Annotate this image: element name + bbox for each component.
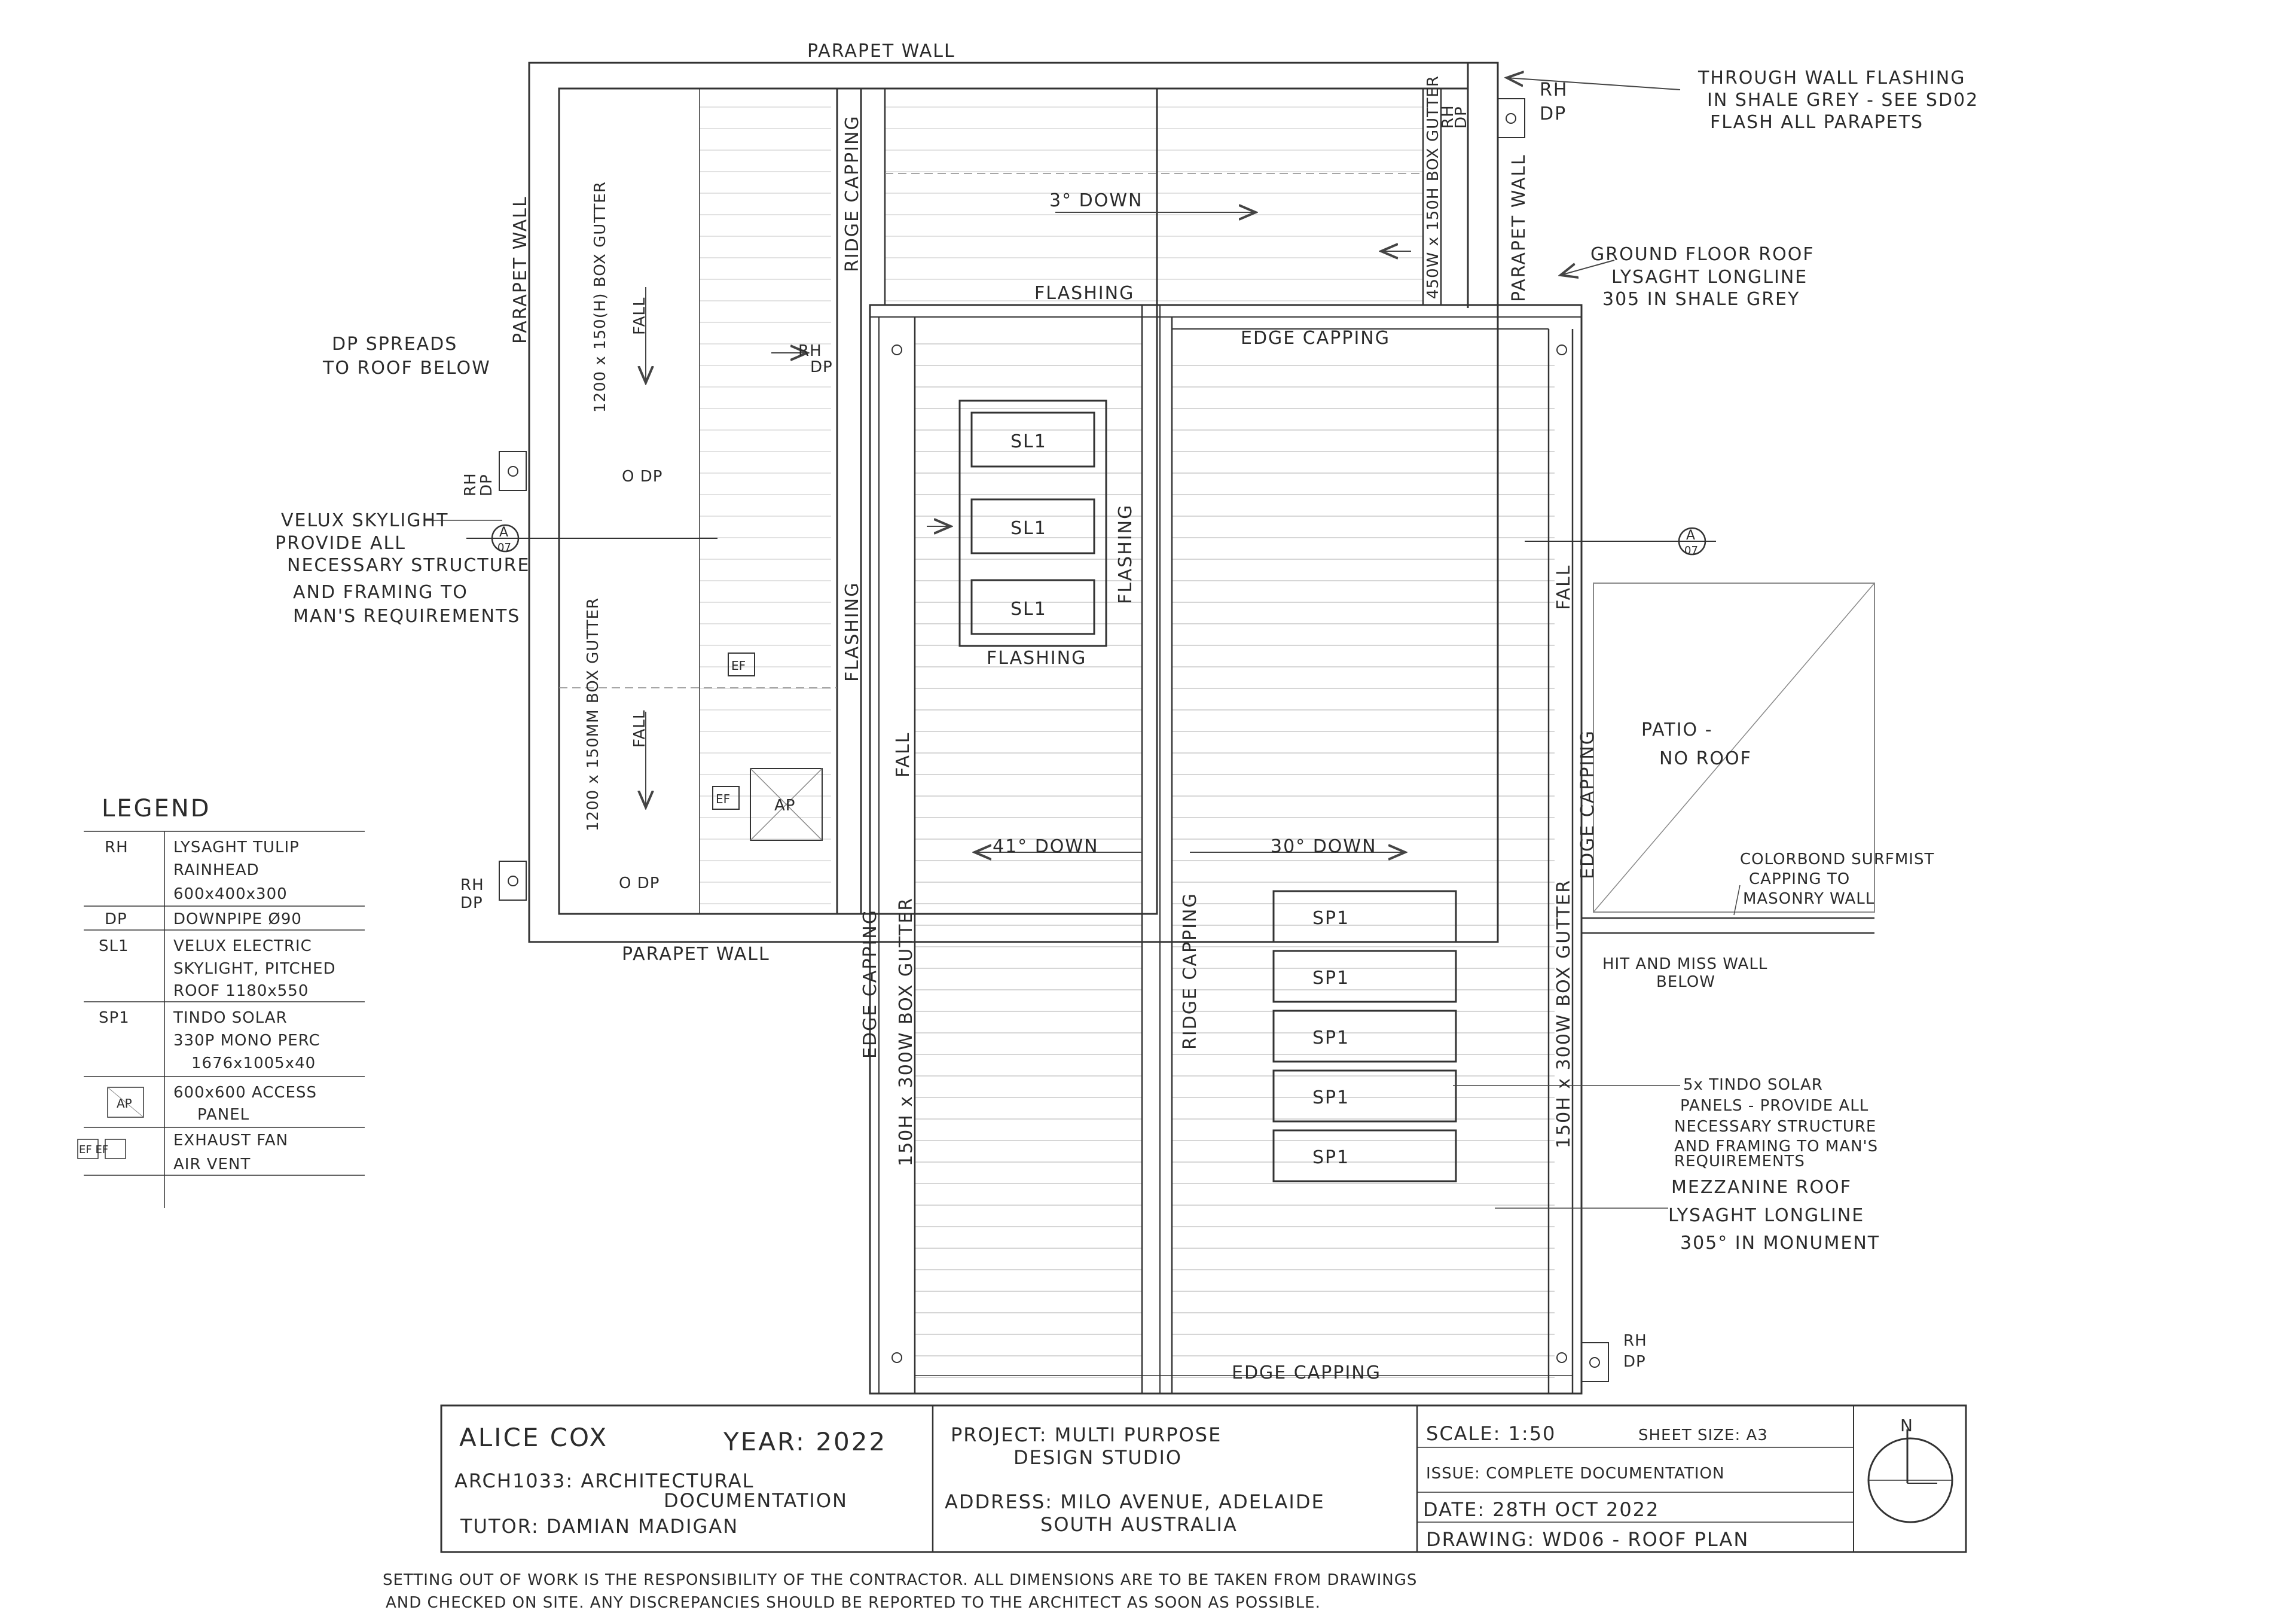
year: YEAR: 2022 [723,1427,887,1456]
svg-text:COLORBOND SURFMIST: COLORBOND SURFMIST [1740,850,1935,868]
skylight-label: SL1 [1010,431,1047,452]
svg-text:EF: EF [731,658,746,673]
svg-text:AP: AP [117,1096,132,1111]
svg-text:RH: RH [105,839,129,856]
svg-text:MASONRY WALL: MASONRY WALL [1743,890,1875,908]
legend-row [99,937,336,1000]
north-arrow-icon [1868,1416,1952,1522]
legend [78,795,365,1208]
solar-panel-label: SP1 [1312,908,1350,929]
svg-text:RAINHEAD: RAINHEAD [173,861,259,879]
svg-text:TO ROOF BELOW: TO ROOF BELOW [323,358,491,379]
edge-capping-label: EDGE CAPPING [1232,1362,1381,1383]
svg-text:RH: RH [798,342,822,360]
svg-text:1676x1005x40: 1676x1005x40 [191,1054,316,1072]
svg-text:A: A [1686,528,1696,543]
solar-panel-label: SP1 [1312,1087,1350,1108]
pitch-label: 30° DOWN [1271,836,1377,857]
fall-label: FALL [631,297,649,335]
pitch-label: 3° DOWN [1049,190,1143,211]
svg-text:AIR VENT: AIR VENT [173,1155,251,1173]
edge-capping-label: EDGE CAPPING [1577,730,1598,879]
solar-panel-label: SP1 [1312,968,1350,989]
svg-text:AND CHECKED ON SITE. ANY DISCR: AND CHECKED ON SITE. ANY DISCREPANCIES SHOULD BE REPORTED TO THE ARCHITECT AS SOON AS POSSIBLE. [386,1594,1321,1612]
address-line-1: ADDRESS: MILO AVENUE, ADELAIDE [945,1490,1325,1513]
solar-panel-label: SP1 [1312,1147,1350,1168]
svg-text:DOWNPIPE Ø90: DOWNPIPE Ø90 [173,910,302,928]
date: DATE: 28TH OCT 2022 [1423,1498,1660,1521]
svg-text:FLASH ALL PARAPETS: FLASH ALL PARAPETS [1710,112,1924,133]
flashing-label: FLASHING [842,581,863,682]
patio-label: NO ROOF [1659,748,1752,769]
svg-text:EF: EF [716,792,731,806]
ridge-capping-label: RIDGE CAPPING [1180,892,1201,1050]
svg-text:07: 07 [1684,544,1698,557]
section-marker-left[interactable] [466,525,718,554]
svg-text:RH: RH [462,472,480,496]
parapet-wall-label: PARAPET WALL [622,944,770,965]
svg-text:330P MONO PERC: 330P MONO PERC [173,1032,320,1050]
svg-text:TINDO SOLAR: TINDO SOLAR [173,1009,288,1027]
svg-text:BELOW: BELOW [1656,973,1715,991]
svg-text:DP: DP [1623,1353,1646,1371]
svg-text:DP: DP [810,358,833,376]
svg-text:600x400x300: 600x400x300 [173,885,288,903]
svg-text:RH: RH [1540,80,1568,100]
svg-text:PANELS - PROVIDE ALL: PANELS - PROVIDE ALL [1680,1097,1869,1115]
annotation-hit-and-miss [1602,955,1767,991]
sheet-size: SHEET SIZE: A3 [1638,1426,1768,1444]
author-name: ALICE COX [459,1423,609,1452]
svg-text:EXHAUST FAN: EXHAUST FAN [173,1132,289,1150]
legend-row [105,839,300,903]
svg-text:CAPPING TO: CAPPING TO [1749,870,1851,888]
svg-text:PROVIDE ALL: PROVIDE ALL [275,533,406,554]
svg-text:DP SPREADS: DP SPREADS [332,334,458,355]
patio-label: PATIO - [1641,719,1713,740]
downpipe-label: O DP [622,468,663,486]
svg-text:VELUX ELECTRIC: VELUX ELECTRIC [173,937,312,955]
svg-text:MEZZANINE ROOF: MEZZANINE ROOF [1671,1177,1852,1198]
svg-text:MAN'S REQUIREMENTS: MAN'S REQUIREMENTS [293,606,521,627]
svg-text:ROOF 1180x550: ROOF 1180x550 [173,982,309,1000]
svg-text:DP: DP [460,894,483,912]
scale: SCALE: 1:50 [1426,1422,1556,1445]
svg-text:DP: DP [1540,103,1567,124]
title-block [441,1405,1966,1552]
legend-row [108,1084,317,1124]
annotation-tindo-panels [1674,1076,1878,1170]
parapet-wall-label: PARAPET WALL [807,41,955,62]
tutor: TUTOR: DAMIAN MADIGAN [460,1515,739,1538]
issue: ISSUE: COMPLETE DOCUMENTATION [1426,1465,1725,1483]
course-line-1: ARCH1033: ARCHITECTURAL [454,1469,755,1492]
svg-text:NECESSARY STRUCTURE: NECESSARY STRUCTURE [1674,1118,1877,1136]
box-gutter-label: 1200 x 150MM BOX GUTTER [584,597,602,831]
svg-text:LYSAGHT LONGLINE: LYSAGHT LONGLINE [1611,267,1808,288]
pitch-label: 41° DOWN [993,836,1099,857]
svg-text:RH: RH [460,876,484,894]
downpipe-label: O DP [619,874,660,892]
drawing-number: DRAWING: WD06 - ROOF PLAN [1426,1528,1750,1551]
flashing-label: FLASHING [987,648,1087,669]
svg-text:GROUND FLOOR ROOF: GROUND FLOOR ROOF [1590,244,1815,265]
project-line-2: DESIGN STUDIO [1013,1446,1183,1469]
access-panel-label: AP [774,797,796,815]
svg-text:SETTING OUT OF WORK IS THE RES: SETTING OUT OF WORK IS THE RESPONSIBILITY OF THE CONTRACTOR. ALL DIMENSIONS ARE TO BE TAKEN FROM DRAWINGS [383,1571,1418,1589]
box-gutter-label: 150H x 300W BOX GUTTER [1553,879,1574,1148]
parapet-wall-label: PARAPET WALL [510,196,531,344]
annotation-dp-spreads [322,334,491,379]
annotation-colorbond [1740,850,1934,908]
course-line-2: DOCUMENTATION [664,1489,848,1512]
svg-text:07: 07 [497,541,511,554]
flashing-label: FLASHING [1034,283,1135,304]
solar-panel-label: SP1 [1312,1027,1350,1048]
legend-title: LEGEND [102,795,211,822]
svg-text:RH: RH [1623,1332,1647,1350]
legend-row [99,1009,320,1072]
svg-text:305 IN SHALE GREY: 305 IN SHALE GREY [1602,289,1800,310]
box-gutter-label: 1200 x 150(H) BOX GUTTER [591,181,609,413]
ridge-capping-label: RIDGE CAPPING [842,115,863,272]
box-gutter-label: 150H x 300W BOX GUTTER [896,897,917,1166]
edge-capping-label: EDGE CAPPING [860,909,881,1059]
legend-row [78,1132,288,1173]
svg-text:IN SHALE GREY - SEE SD02: IN SHALE GREY - SEE SD02 [1707,90,1979,111]
project-line-1: PROJECT: MULTI PURPOSE [951,1423,1222,1446]
svg-text:LYSAGHT TULIP: LYSAGHT TULIP [173,839,300,856]
svg-text:THROUGH WALL FLASHING: THROUGH WALL FLASHING [1698,68,1966,89]
annotation-velux-skylight [275,510,530,627]
svg-text:SKYLIGHT, PITCHED: SKYLIGHT, PITCHED [173,960,336,978]
north-label: N [1900,1416,1913,1435]
svg-text:DP: DP [105,910,127,928]
skylight-label: SL1 [1010,518,1047,539]
footer-note [383,1571,1417,1612]
svg-text:RH: RH [1439,105,1457,129]
annotation-through-wall-flashing [1697,68,1979,133]
address-line-2: SOUTH AUSTRALIA [1040,1513,1238,1536]
fall-label: FALL [631,709,649,748]
svg-text:PANEL: PANEL [197,1106,250,1124]
svg-text:REQUIREMENTS: REQUIREMENTS [1674,1152,1805,1170]
svg-text:EF EF: EF EF [79,1144,109,1156]
svg-text:A: A [499,525,509,540]
svg-text:DP: DP [1452,106,1470,129]
edge-capping-label: EDGE CAPPING [1241,328,1390,349]
legend-row [105,910,302,928]
svg-text:AND FRAMING TO: AND FRAMING TO [293,582,468,603]
parapet-wall-label: PARAPET WALL [1509,154,1529,302]
svg-text:SP1: SP1 [99,1009,130,1027]
svg-text:SL1: SL1 [99,937,129,955]
fall-label: FALL [1553,564,1574,610]
svg-text:NECESSARY STRUCTURE: NECESSARY STRUCTURE [287,555,530,576]
svg-text:LYSAGHT LONGLINE: LYSAGHT LONGLINE [1668,1205,1865,1226]
svg-text:HIT AND MISS WALL: HIT AND MISS WALL [1602,955,1768,973]
svg-text:305° IN MONUMENT: 305° IN MONUMENT [1680,1233,1880,1254]
svg-text:DP: DP [478,474,496,496]
annotation-ground-floor-roof [1590,244,1815,310]
svg-text:AND FRAMING TO MAN'S: AND FRAMING TO MAN'S [1674,1138,1879,1155]
svg-text:VELUX SKYLIGHT: VELUX SKYLIGHT [281,510,449,531]
fall-label: FALL [893,731,914,778]
annotation-mezzanine-roof [1668,1177,1880,1254]
box-gutter-label: 450W x 150H BOX GUTTER [1424,75,1442,299]
flashing-label: FLASHING [1115,504,1136,604]
skylight-label: SL1 [1010,599,1047,620]
svg-text:600x600 ACCESS: 600x600 ACCESS [173,1084,317,1102]
svg-text:5x TINDO SOLAR: 5x TINDO SOLAR [1683,1076,1823,1094]
